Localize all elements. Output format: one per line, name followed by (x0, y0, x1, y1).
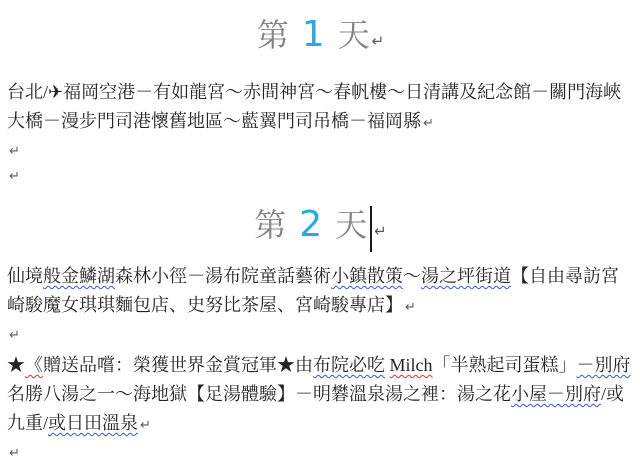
notes-text: 名勝八湯之一～海地獄【足湯體驗】－明礬溫泉湯之裡：湯之花 (7, 384, 511, 404)
itinerary-text-line-1: 台北/✈福岡空港－有如龍宮～赤間神宮～春帆樓～日清講及紀念館－關門海峽 (7, 82, 622, 102)
day-1-heading[interactable] (7, 10, 634, 66)
heading-suffix: 天 (337, 17, 370, 53)
day-2-itinerary-paragraph[interactable] (7, 262, 634, 322)
heading-suffix: 天 (335, 207, 368, 243)
spellcheck-blue-text: 布院必吃 (313, 355, 385, 375)
itinerary-text: 崎駿魔女琪琪麵包店、史努比茶屋、宮崎駿專店】 (7, 295, 403, 315)
heading-prefix: 第 (254, 207, 287, 243)
day-1-itinerary-paragraph[interactable] (7, 78, 634, 138)
paragraph-mark: ↵ (405, 300, 416, 315)
paragraph-mark: ↵ (9, 328, 20, 343)
heading-prefix: 第 (256, 17, 289, 53)
spellcheck-blue-text: 湯之坪街道 (421, 266, 511, 286)
notes-text: 九重/ (7, 413, 49, 433)
spellcheck-blue-text: 小鎮散策 (331, 266, 403, 286)
spellcheck-blue-text: －別府 (576, 355, 631, 375)
paragraph-mark: ↵ (9, 169, 20, 184)
spellcheck-blue-text: 般金鱗湖 (43, 266, 115, 286)
day-number: 2 (299, 204, 323, 245)
day-2-notes-paragraph[interactable] (7, 351, 634, 440)
day-number: 1 (301, 14, 325, 55)
empty-paragraph[interactable] (7, 163, 634, 188)
notes-text: ★ (7, 355, 25, 375)
spellcheck-red-text: Milch (389, 355, 433, 375)
paragraph-mark: ↵ (9, 446, 20, 461)
spellcheck-red-text: 《 (25, 355, 43, 375)
paragraph-mark: ↵ (9, 144, 20, 159)
empty-paragraph[interactable] (7, 138, 634, 163)
paragraph-mark: ↵ (423, 116, 434, 131)
paragraph-mark: ↵ (374, 222, 387, 240)
notes-text: 贈送品嚐：榮獲世界金賞冠軍★由 (43, 355, 313, 375)
spellcheck-blue-text: 或日田溫泉 (48, 413, 139, 433)
day-2-heading[interactable] (7, 200, 634, 256)
itinerary-text: ～ (403, 266, 421, 286)
notes-text: 「半熟起司蛋糕」 (432, 355, 577, 375)
paragraph-mark: ↵ (371, 32, 385, 50)
notes-text: /或 (601, 384, 625, 404)
itinerary-text: 仙境 (7, 266, 43, 286)
empty-paragraph[interactable] (7, 322, 634, 347)
itinerary-text: 【自由尋訪宮 (511, 266, 619, 286)
itinerary-text-line-2: 大橋－漫步門司港懷舊地區～藍翼門司吊橋－福岡縣 (7, 111, 421, 131)
paragraph-mark: ↵ (140, 418, 151, 433)
empty-paragraph[interactable] (7, 440, 634, 465)
itinerary-text: 森林小徑－湯布院童話藝術 (115, 266, 331, 286)
spellcheck-blue-text: 小屋－別府 (511, 384, 601, 404)
